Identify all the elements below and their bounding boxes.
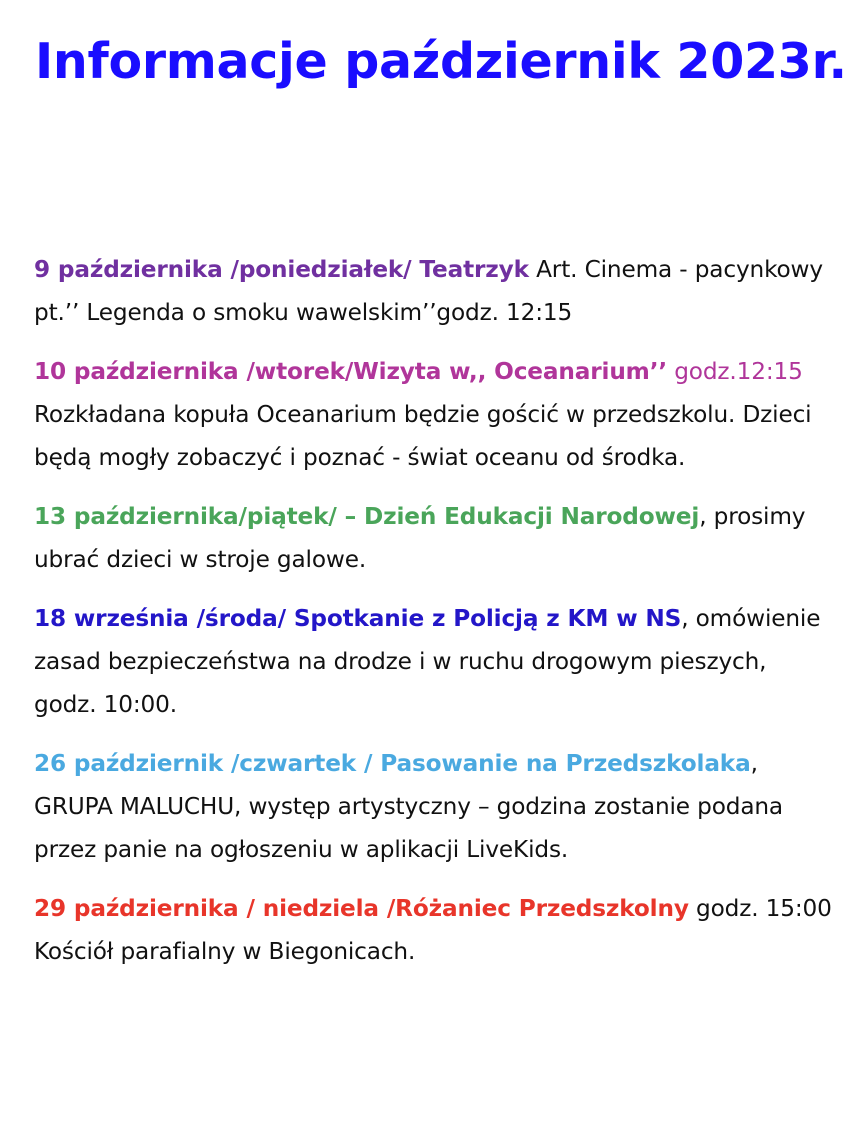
event-time: godz.12:15 — [667, 358, 803, 385]
event-text: godz. 15:00 Kościół parafialny w Biegonicach. — [34, 895, 832, 965]
event-item-dzien-edukacji — [34, 495, 834, 581]
event-highlight: 18 września /środa/ Spotkanie z Policją z KM w NS — [34, 605, 682, 632]
event-item-oceanarium — [34, 350, 834, 479]
page-title: Informacje październik 2023r. — [35, 33, 847, 90]
event-highlight: 9 października /poniedziałek/ Teatrzyk — [34, 256, 529, 283]
event-item-spotkanie-policja — [34, 597, 834, 726]
events-list — [34, 248, 834, 989]
event-highlight: 10 października /wtorek/Wizyta w,, Oceanarium’’ — [34, 358, 668, 385]
event-highlight: 13 października/piątek/ – Dzień Edukacji Narodowej — [34, 503, 700, 530]
event-text: Art. Cinema - pacynkowy pt.’’ Legenda o smoku wawelskim’’godz. 12:15 — [34, 256, 823, 326]
event-highlight: 29 października / niedziela /Różaniec Przedszkolny — [34, 895, 689, 922]
event-highlight: 26 październik /czwartek / Pasowanie na Przedszkolaka — [34, 750, 751, 777]
event-item-rozaniec — [34, 887, 834, 973]
event-item-pasowanie — [34, 742, 834, 871]
event-text: , omówienie zasad bezpieczeństwa na drodze i w ruchu drogowym pieszych, godz. 10:00. — [34, 605, 821, 718]
event-item-teatrzyk — [34, 248, 834, 334]
event-text: , prosimy ubrać dzieci w stroje galowe. — [34, 503, 806, 573]
event-text: Rozkładana kopuła Oceanarium będzie gościć w przedszkolu. Dzieci będą mogły zobaczyć i poznać - świat oceanu od środka. — [34, 401, 812, 471]
event-text: , GRUPA MALUCHU, występ artystyczny – godzina zostanie podana przez panie na ogłoszeniu w aplikacji LiveKids. — [34, 750, 783, 863]
